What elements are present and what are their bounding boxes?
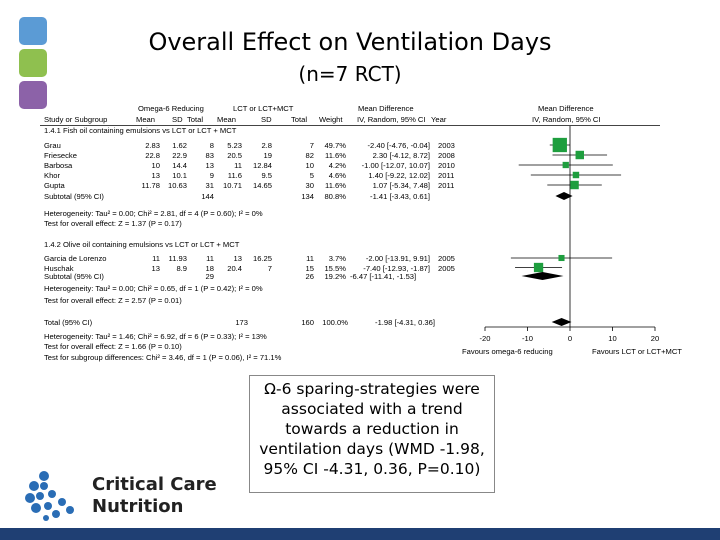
subgroup1-subtotal-label: Subtotal (95% CI) bbox=[44, 192, 104, 201]
row-cell-n1: 31 bbox=[205, 181, 214, 190]
total1-header: Total bbox=[187, 115, 204, 124]
subgroup1-overall-effect: Test for overall effect: Z = 1.37 (P = 0.17) bbox=[44, 219, 182, 228]
row-cell-year: 2011 bbox=[438, 171, 455, 180]
row-cell-ci: 2.30 [-4.12, 8.72] bbox=[372, 151, 430, 160]
row-cell-study: Friesecke bbox=[44, 151, 77, 160]
row-cell-s1: 10.1 bbox=[172, 171, 187, 180]
row-cell-w: 49.7% bbox=[324, 141, 346, 150]
critical-care-nutrition-logo-icon bbox=[22, 466, 88, 522]
slide-subtitle: (n=7 RCT) bbox=[298, 62, 402, 86]
row-cell-m1: 10 bbox=[151, 161, 160, 170]
weight-header: Weight bbox=[319, 115, 343, 124]
subgroup-differences: Test for subgroup differences: Chi² = 3.46, df = 1 (P = 0.06), I² = 71.1% bbox=[44, 353, 282, 362]
method-header-right: IV, Random, 95% CI bbox=[532, 115, 601, 124]
row-cell-m2: 11 bbox=[234, 161, 242, 170]
row-cell-n1: 18 bbox=[205, 263, 214, 273]
row-cell-m2: 11.6 bbox=[227, 171, 242, 180]
row-cell-m2: 10.71 bbox=[222, 181, 242, 190]
row-cell-n1: 83 bbox=[205, 151, 214, 160]
row-cell-m1: 2.83 bbox=[145, 141, 160, 150]
effect-square bbox=[576, 151, 584, 159]
row-cell-year: 2010 bbox=[438, 161, 455, 170]
row-cell-year: 2008 bbox=[438, 151, 455, 160]
subgroup2-subtotal-n1: 29 bbox=[205, 272, 214, 281]
favours-left-label: Favours omega-6 reducing bbox=[462, 347, 553, 356]
row-cell-w: 4.6% bbox=[328, 171, 346, 180]
row-cell-n1: 13 bbox=[205, 161, 214, 170]
row-cell-s2: 9.5 bbox=[261, 171, 272, 180]
subgroup2-subtotal-weight: 19.2% bbox=[324, 272, 346, 281]
total-ci: -1.98 [-4.31, 0.36] bbox=[375, 318, 435, 327]
x-tick-label: 10 bbox=[608, 334, 617, 343]
total-label: Total (95% CI) bbox=[44, 318, 93, 327]
row-cell-n2: 5 bbox=[309, 171, 314, 180]
summary-diamond bbox=[522, 272, 564, 280]
subgroup1-subtotal-n2: 134 bbox=[301, 192, 314, 201]
subgroup2-subtotal-n2: 26 bbox=[305, 272, 314, 281]
effect-square bbox=[558, 255, 564, 261]
logo-text bbox=[92, 474, 217, 518]
row-cell-w: 4.2% bbox=[328, 161, 346, 170]
total-n1: 173 bbox=[235, 318, 248, 327]
row-cell-m1: 11.78 bbox=[141, 181, 160, 190]
x-tick-label: 20 bbox=[650, 334, 660, 343]
row-cell-study: Huschak bbox=[44, 263, 74, 273]
row-cell-n2: 7 bbox=[309, 141, 314, 150]
total-weight: 100.0% bbox=[322, 318, 348, 327]
subgroup1-subtotal-ci: -1.41 [-3.43, 0.61] bbox=[370, 192, 430, 201]
effect-square bbox=[534, 263, 543, 272]
row-cell-study: Gupta bbox=[44, 181, 65, 190]
effect-square bbox=[553, 138, 567, 152]
row-cell-m2: 20.4 bbox=[227, 263, 242, 273]
row-cell-n1: 9 bbox=[209, 171, 214, 180]
subgroup2-heterogeneity: Heterogeneity: Tau² = 0.00; Chi² = 0.65, df = 1 (P = 0.42); I² = 0% bbox=[44, 284, 263, 293]
row-cell-year: 2005 bbox=[438, 263, 455, 273]
row-cell-s2: 16.25 bbox=[252, 254, 272, 263]
effect-square bbox=[573, 172, 579, 178]
subgroup1-heterogeneity: Heterogeneity: Tau² = 0.00; Chi² = 2.81, df = 4 (P = 0.60); I² = 0% bbox=[44, 209, 263, 218]
row-cell-s1: 8.9 bbox=[176, 263, 187, 273]
total2-header: Total bbox=[291, 115, 308, 124]
row-cell-ci: -7.40 [-12.93, -1.87] bbox=[363, 263, 430, 273]
row-cell-n1: 11 bbox=[206, 254, 214, 263]
method-header: IV, Random, 95% CI bbox=[357, 115, 426, 124]
row-cell-m1: 13 bbox=[151, 263, 160, 273]
summary-callout bbox=[249, 375, 495, 493]
ctrl-group-header: LCT or LCT+MCT bbox=[233, 104, 294, 113]
total-overall-effect: Test for overall effect: Z = 1.66 (P = 0.10) bbox=[44, 342, 182, 351]
summary-diamond bbox=[552, 318, 572, 326]
row-cell-m1: 13 bbox=[151, 171, 160, 180]
row-cell-study: Barbosa bbox=[44, 161, 73, 170]
row-cell-s2: 7 bbox=[267, 263, 272, 273]
row-cell-s2: 14.65 bbox=[252, 181, 272, 190]
sd1-header: SD bbox=[172, 115, 183, 124]
subgroup1-title: 1.4.1 Fish oil containing emulsions vs LCT or LCT + MCT bbox=[44, 126, 237, 135]
row-cell-s1: 11.93 bbox=[168, 254, 187, 263]
row-cell-m1: 22.8 bbox=[145, 151, 160, 160]
row-cell-ci: -2.40 [-4.76, -0.04] bbox=[367, 141, 430, 150]
logo-line1: Critical Care bbox=[92, 474, 217, 495]
effect-square bbox=[563, 162, 569, 168]
subgroup2-subtotal-label: Subtotal (95% CI) bbox=[44, 272, 104, 281]
row-cell-s1: 1.62 bbox=[172, 141, 187, 150]
subgroup2-subtotal-ci: -6.47 [-11.41, -1.53] bbox=[350, 272, 417, 281]
subgroup2-overall-effect: Test for overall effect: Z = 2.57 (P = 0.01) bbox=[44, 296, 182, 305]
row-cell-w: 11.6% bbox=[325, 181, 346, 190]
logo-line2: Nutrition bbox=[92, 496, 184, 517]
md-header-right: Mean Difference bbox=[538, 104, 594, 113]
subgroup1-subtotal-n1: 144 bbox=[201, 192, 214, 201]
row-cell-m2: 5.23 bbox=[227, 141, 242, 150]
row-cell-n2: 11 bbox=[306, 254, 314, 263]
row-cell-s1: 14.4 bbox=[172, 161, 187, 170]
row-cell-w: 3.7% bbox=[328, 254, 346, 263]
total-heterogeneity: Heterogeneity: Tau² = 1.46; Chi² = 6.92, df = 6 (P = 0.33); I² = 13% bbox=[44, 332, 267, 341]
md-header: Mean Difference bbox=[358, 104, 414, 113]
row-cell-w: 15.5% bbox=[324, 263, 346, 273]
slide-title: Overall Effect on Ventilation Days bbox=[148, 28, 552, 56]
row-cell-s1: 22.9 bbox=[172, 151, 187, 160]
row-cell-s2: 2.8 bbox=[261, 141, 272, 150]
row-cell-year: 2011 bbox=[438, 181, 455, 190]
x-tick-label: 0 bbox=[567, 334, 573, 343]
row-cell-ci: 1.07 [-5.34, 7.48] bbox=[372, 181, 430, 190]
row-cell-ci: 1.40 [-9.22, 12.02] bbox=[368, 171, 430, 180]
mean1-header: Mean bbox=[136, 115, 155, 124]
sd2-header: SD bbox=[261, 115, 272, 124]
favours-right-label: Favours LCT or LCT+MCT bbox=[592, 347, 682, 356]
row-cell-study: Garcia de Lorenzo bbox=[44, 254, 107, 263]
footer-bar bbox=[0, 528, 720, 540]
summary-callout-text: Ω-6 sparing-strategies were associated with a trend towards a reduction in ventilation days (WMD -1.98, 95% CI -4.31, 0.36, P=0.10) bbox=[259, 380, 485, 478]
row-cell-s2: 12.84 bbox=[252, 161, 272, 170]
row-cell-ci: -1.00 [-12.07, 10.07] bbox=[361, 161, 430, 170]
row-cell-year: 2005 bbox=[438, 254, 455, 263]
row-cell-study: Khor bbox=[44, 171, 61, 180]
exp-group-header: Omega-6 Reducing bbox=[138, 104, 204, 113]
total-n2: 160 bbox=[301, 318, 314, 327]
row-cell-s2: 19 bbox=[263, 151, 272, 160]
row-cell-m1: 11 bbox=[152, 254, 160, 263]
subgroup1-subtotal-weight: 80.8% bbox=[324, 192, 346, 201]
year-header: Year bbox=[431, 115, 447, 124]
row-cell-n1: 8 bbox=[209, 141, 214, 150]
subgroup2-title: 1.4.2 Olive oil containing emulsions vs LCT or LCT + MCT bbox=[44, 240, 240, 249]
effect-square bbox=[570, 181, 578, 189]
x-tick-label: -20 bbox=[479, 334, 491, 343]
row-cell-ci: -2.00 [-13.91, 9.91] bbox=[365, 254, 430, 263]
row-cell-n2: 82 bbox=[305, 151, 314, 160]
row-cell-s1: 10.63 bbox=[167, 181, 187, 190]
mean2-header: Mean bbox=[217, 115, 236, 124]
study-col-header: Study or Subgroup bbox=[44, 115, 108, 124]
row-cell-study: Grau bbox=[44, 141, 61, 150]
row-cell-m2: 20.5 bbox=[227, 151, 242, 160]
x-tick-label: -10 bbox=[522, 334, 533, 343]
row-cell-n2: 30 bbox=[305, 181, 314, 190]
row-cell-n2: 15 bbox=[305, 263, 314, 273]
row-cell-year: 2003 bbox=[438, 141, 455, 150]
row-cell-m2: 13 bbox=[233, 254, 242, 263]
row-cell-w: 11.6% bbox=[325, 151, 346, 160]
row-cell-n2: 10 bbox=[305, 161, 314, 170]
